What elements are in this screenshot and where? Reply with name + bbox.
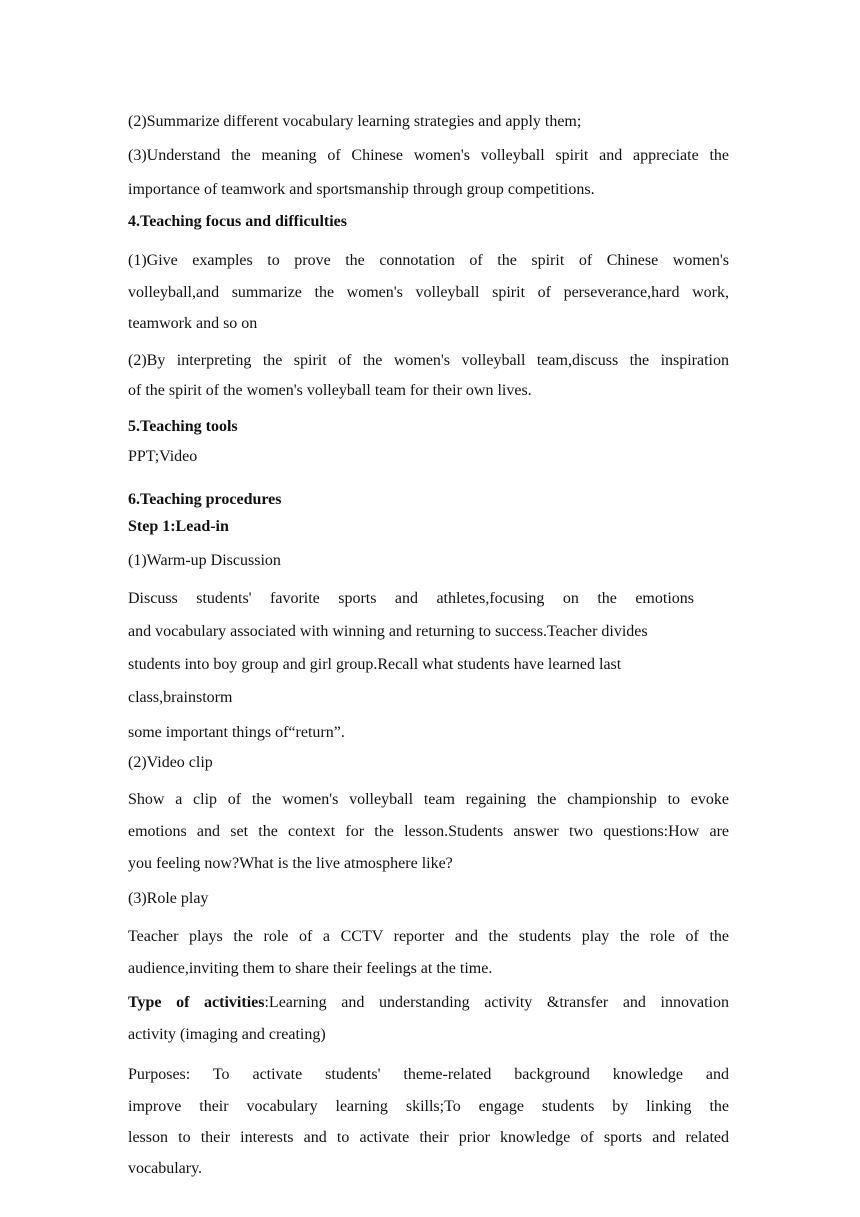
- objective-item-3-line-2: importance of teamwork and sportsmanship through group competitions.: [128, 181, 595, 198]
- warmup-line-3: students into boy group and girl group.Recall what students have learned last: [128, 656, 622, 673]
- warmup-line-5: some important things of“return”.: [128, 724, 345, 741]
- activities-line-1: [128, 993, 729, 1013]
- warmup-line-2: and vocabulary associated with winning and returning to success.Teacher divides: [128, 623, 648, 640]
- video-line-3: you feeling now?What is the live atmosphere like?: [128, 855, 453, 872]
- focus-item-1-line-1: (1)Give examples to prove the connotation of the spirit of Chinese women's: [128, 252, 729, 269]
- objective-item-2: (2)Summarize different vocabulary learning strategies and apply them;: [128, 113, 582, 130]
- roleplay-line-2: audience,inviting them to share their feelings at the time.: [128, 960, 493, 977]
- focus-item-1-line-3: teamwork and so on: [128, 315, 258, 332]
- purposes-line-1: Purposes: To activate students' theme-related background knowledge and: [128, 1066, 729, 1083]
- objective-item-3-line-1: (3)Understand the meaning of Chinese women's volleyball spirit and appreciate the: [128, 147, 729, 164]
- warmup-line-1: Discuss students' favorite sports and athletes,focusing on the emotions: [128, 590, 694, 607]
- purposes-line-4: vocabulary.: [128, 1160, 203, 1177]
- warmup-title: (1)Warm-up Discussion: [128, 552, 281, 569]
- activities-label: Type of activities: [128, 994, 265, 1011]
- tools-text: PPT;Video: [128, 448, 198, 465]
- section-heading-focus: 4.Teaching focus and difficulties: [128, 213, 347, 230]
- video-line-2: emotions and set the context for the lesson.Students answer two questions:How are: [128, 823, 729, 840]
- roleplay-title: (3)Role play: [128, 890, 209, 907]
- video-line-1: Show a clip of the women's volleyball team regaining the championship to evoke: [128, 791, 729, 808]
- activities-line-2: activity (imaging and creating): [128, 1026, 326, 1043]
- purposes-line-3: lesson to their interests and to activate their prior knowledge of sports and related: [128, 1129, 729, 1146]
- roleplay-line-1: Teacher plays the role of a CCTV reporter and the students play the role of the: [128, 928, 729, 945]
- video-title: (2)Video clip: [128, 754, 213, 771]
- purposes-line-2: improve their vocabulary learning skills;To engage students by linking the: [128, 1098, 729, 1115]
- focus-item-2-line-2: of the spirit of the women's volleyball team for their own lives.: [128, 382, 532, 399]
- step-1-heading: Step 1:Lead-in: [128, 518, 229, 535]
- section-heading-tools: 5.Teaching tools: [128, 418, 238, 435]
- warmup-line-4: class,brainstorm: [128, 689, 233, 706]
- section-heading-procedures: 6.Teaching procedures: [128, 491, 282, 508]
- activities-line-1-text: :Learning and understanding activity &transfer and innovation: [264, 994, 729, 1011]
- focus-item-2-line-1: (2)By interpreting the spirit of the women's volleyball team,discuss the inspiration: [128, 352, 729, 369]
- focus-item-1-line-2: volleyball,and summarize the women's volleyball spirit of perseverance,hard work,: [128, 284, 729, 301]
